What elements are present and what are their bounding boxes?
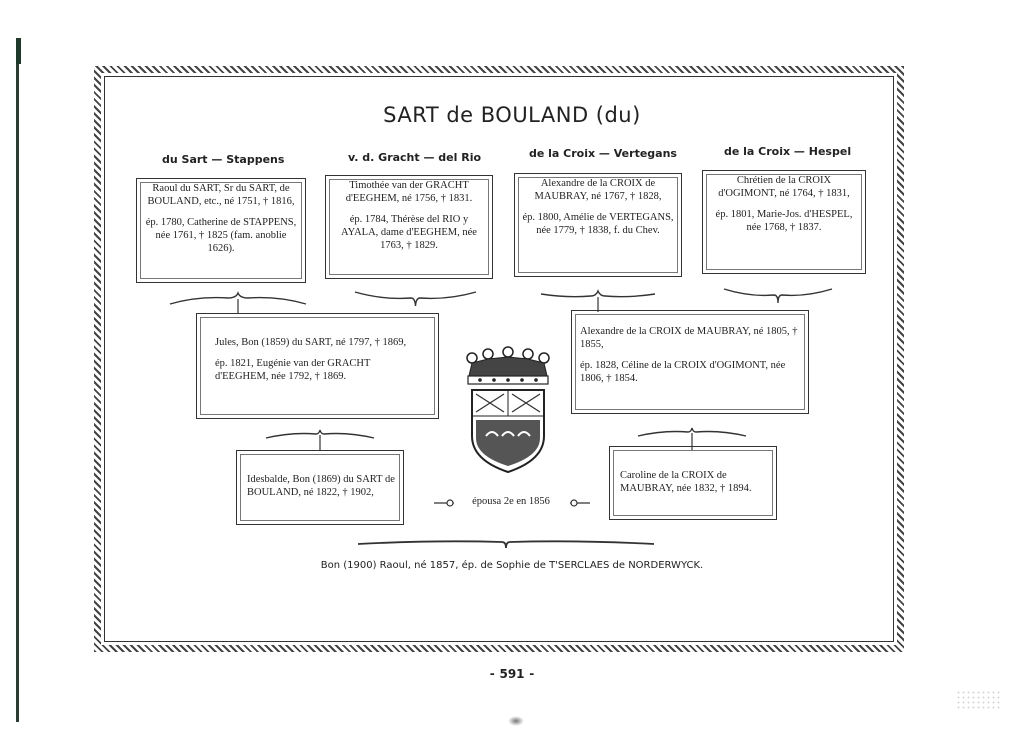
parent-box-1	[196, 313, 439, 419]
parent-marriage: ép. 1821, Eugénie van der GRACHT d'EEGHEM, née 1792, † 1869.	[215, 358, 371, 382]
coat-of-arms-icon	[458, 346, 558, 474]
epousa-label: épousa 2e en 1856	[472, 496, 550, 507]
scan-speck	[956, 690, 1002, 710]
brace-connector	[353, 288, 478, 312]
child-person: Idesbalde, Bon (1869) du SART de BOULAND, né 1822, † 1902,	[247, 474, 395, 498]
column-heading-3: de la Croix — Vertegans	[529, 147, 677, 160]
parent-marriage: ép. 1828, Céline de la CROIX d'OGIMONT, née 1806, † 1854.	[580, 360, 786, 384]
grandparent-person: Raoul du SART, Sr du SART, de BOULAND, etc., né 1751, † 1816,	[147, 183, 295, 207]
grandparent-box-4	[702, 170, 866, 274]
column-heading-2: v. d. Gracht — del Rio	[348, 151, 482, 164]
grandparent-marriage: ép. 1800, Amélie de VERTEGANS, née 1779, † 1838, f. du Chev.	[522, 212, 674, 236]
brace-connector	[264, 428, 376, 452]
child-box-2	[609, 446, 777, 520]
scan-edge	[16, 38, 19, 722]
parent-box-2	[571, 310, 809, 414]
scan-edge-mark	[16, 38, 21, 64]
descendant-line: Bon (1900) Raoul, né 1857, ép. de Sophie de T'SERCLAES de NORDERWYCK.	[320, 560, 704, 571]
grandparent-marriage: ép. 1780, Catherine de STAPPENS, née 1761, † 1825 (fam. anoblie 1626).	[145, 217, 297, 254]
column-heading-1: du Sart — Stappens	[162, 153, 285, 166]
page-number-value: 591	[499, 667, 525, 681]
page-title: SART de BOULAND (du)	[383, 103, 641, 127]
parent-person: Jules, Bon (1859) du SART, né 1797, † 1869,	[215, 337, 407, 348]
ornament: ⁃	[489, 667, 500, 681]
grandparent-box-2	[325, 175, 493, 279]
grandparent-person: Chrétien de la CROIX d'OGIMONT, né 1764, † 1831,	[718, 175, 850, 199]
column-heading-4: de la Croix — Hespel	[724, 145, 852, 158]
child-box-1	[236, 450, 404, 525]
scan-smudge	[508, 716, 524, 726]
page-number	[0, 667, 1024, 681]
grandparent-person: Timothée van der GRACHT d'EEGHEM, né 1756, † 1831.	[345, 180, 473, 204]
ornament: ⁃	[524, 667, 535, 681]
grandparent-box-1	[136, 178, 306, 283]
child-person: Caroline de la CROIX de MAUBRAY, née 1832, † 1894.	[620, 470, 752, 494]
grandparent-marriage: ép. 1801, Marie-Jos. d'HESPEL, née 1768, † 1837.	[715, 209, 853, 233]
grandparent-box-3	[514, 173, 682, 277]
grandparent-person: Alexandre de la CROIX de MAUBRAY, né 1767, † 1828,	[534, 178, 662, 202]
grandparent-marriage: ép. 1784, Thérèse del RIO y AYALA, dame d'EEGHEM, née 1763, † 1829.	[341, 214, 477, 251]
brace-connector	[722, 285, 834, 307]
parent-person: Alexandre de la CROIX de MAUBRAY, né 1805, † 1855,	[580, 326, 798, 350]
coronet-icon	[467, 347, 549, 384]
brace-connector	[356, 536, 656, 552]
